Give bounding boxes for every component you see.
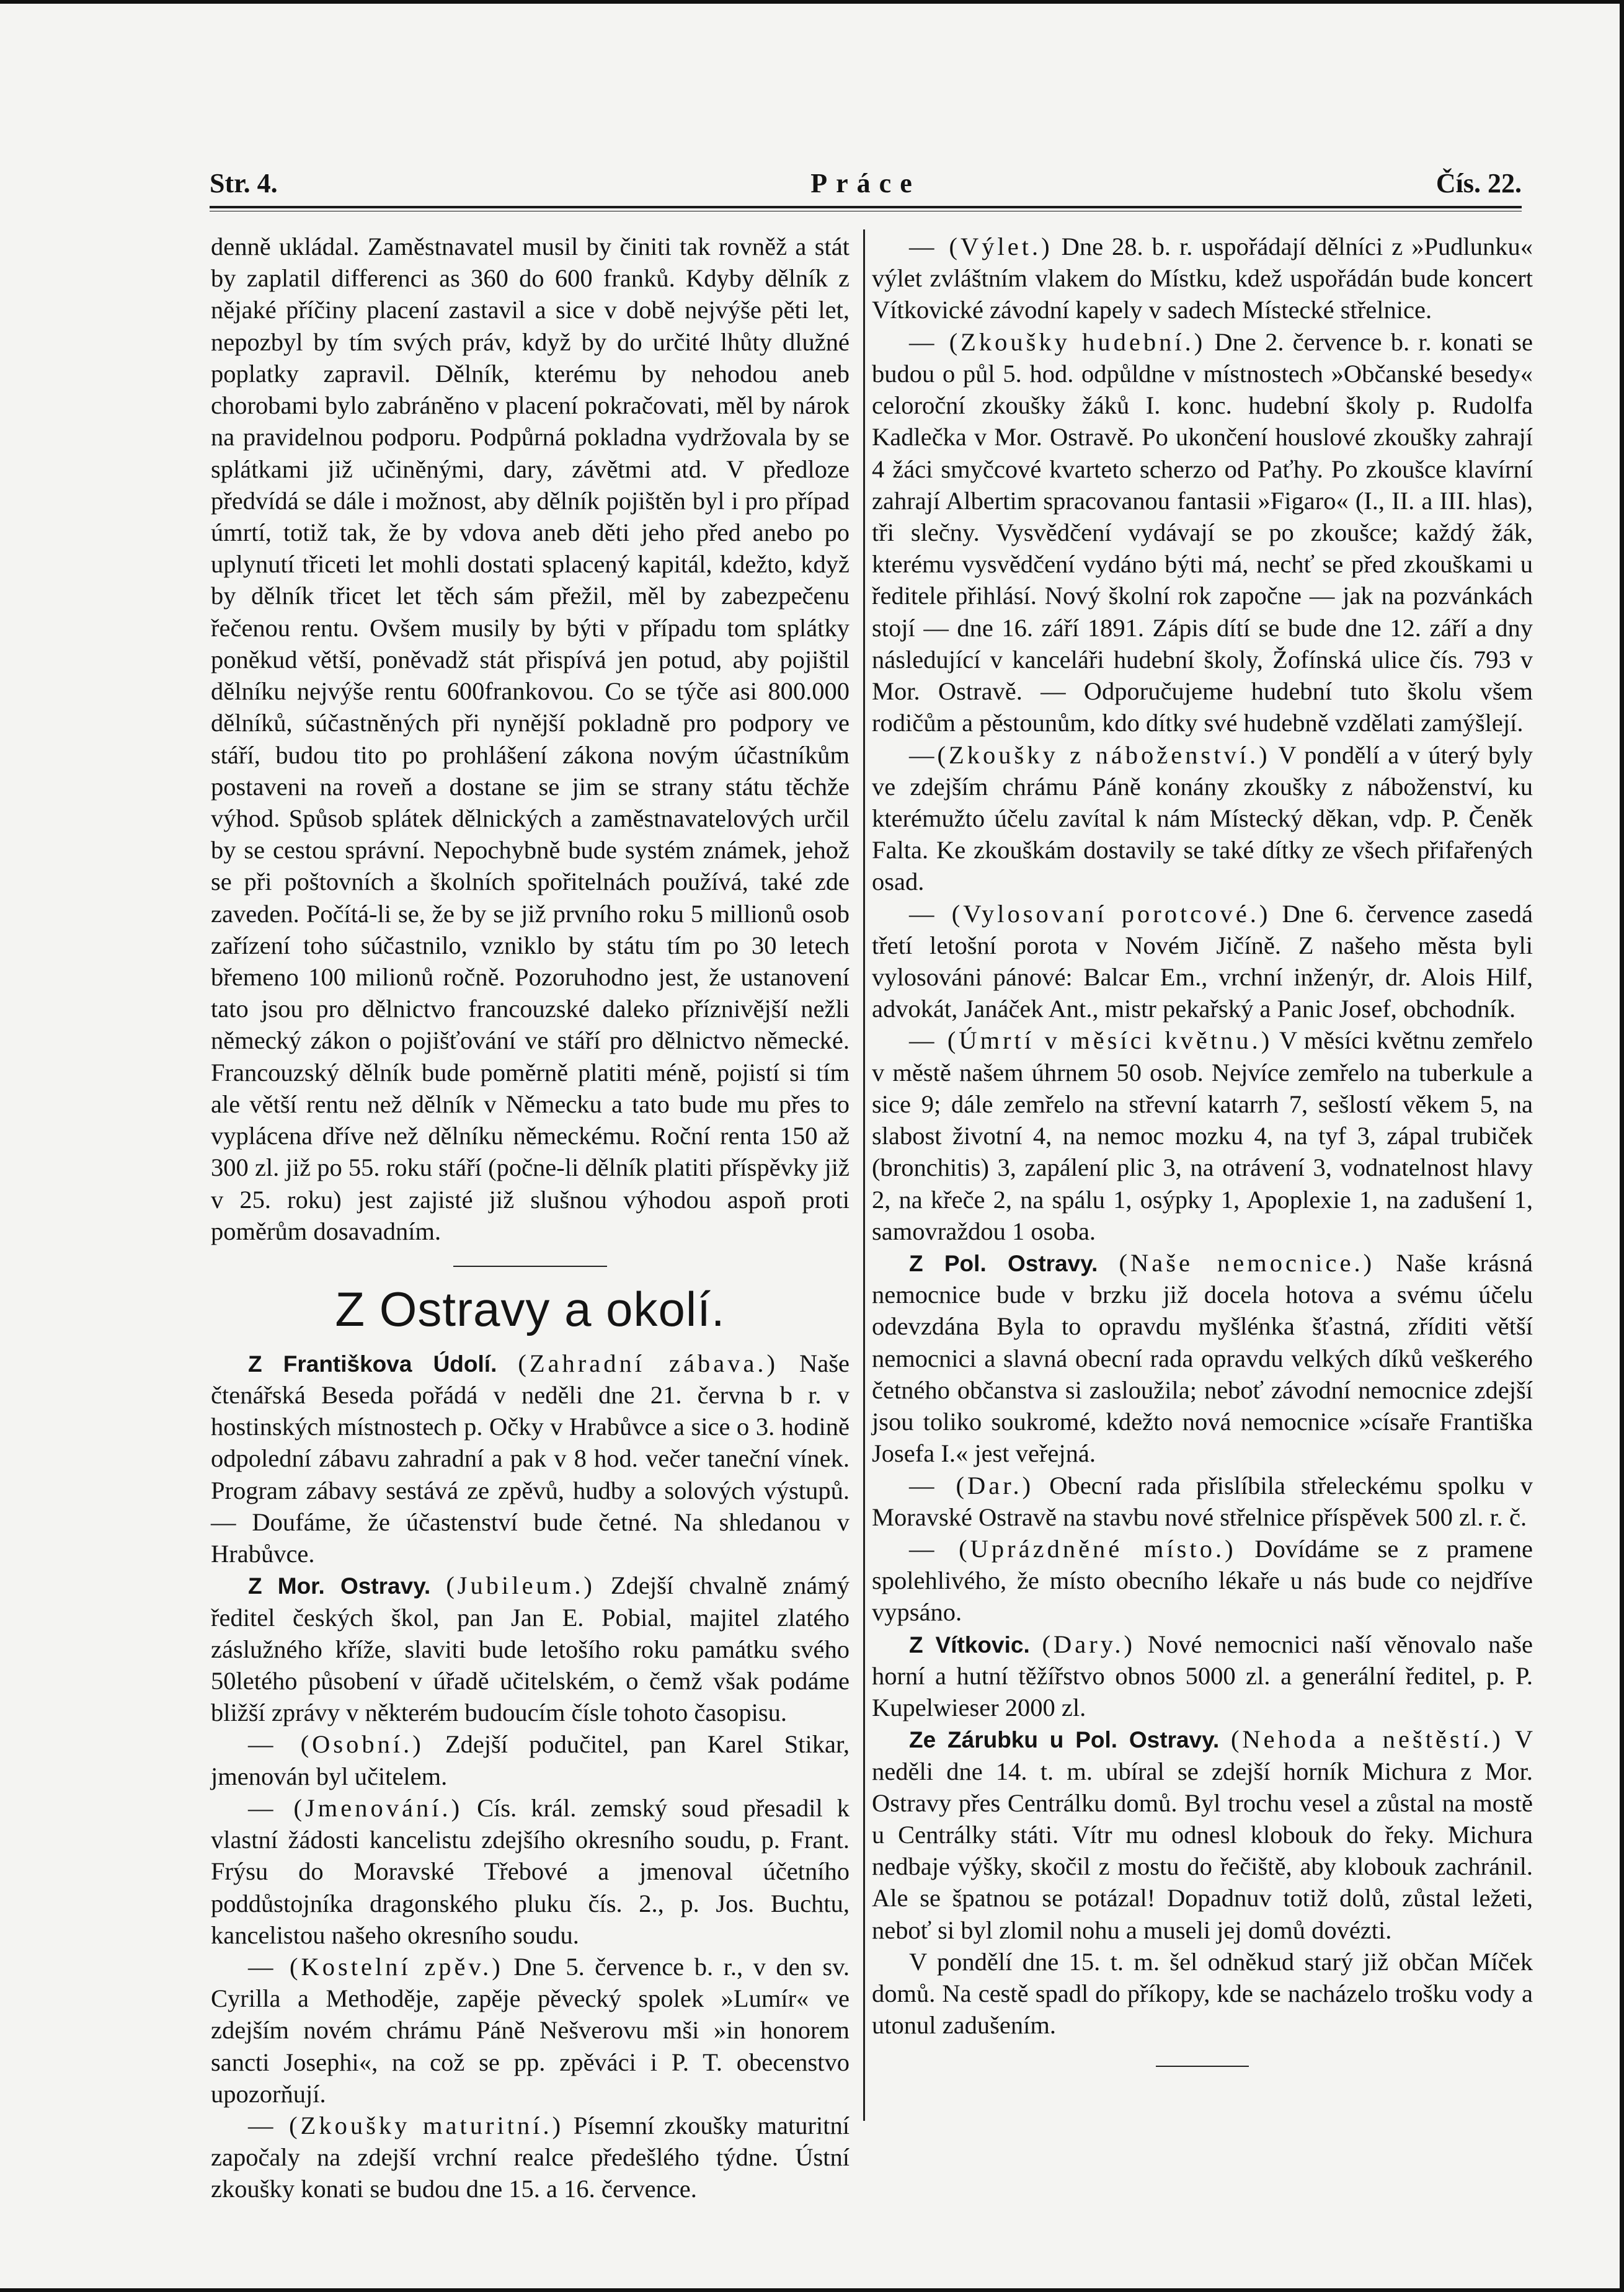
- news-text: Dovídáme se z pramene spolehlivého, že místo obecního lékaře u nás bude co nejdříve vypsáno.: [872, 1534, 1533, 1627]
- news-text: Cís. král. zemský soud přesadil k vlastní žádosti kancelistu zdejšího okresního soudu, p. Frant. Frýsu do Moravské Třebové a jmenoval účetního poddůstojníka dragonského pluku čís. 2., p. Jos. Buchtu, kancelistou našeho okresního soudu.: [211, 1793, 850, 1949]
- newspaper-title: Práce: [810, 168, 921, 198]
- news-heading: — (Vylosovaní porotcové.): [909, 899, 1271, 928]
- scan-border-right: [1620, 0, 1624, 2292]
- news-item: [211, 1570, 850, 1728]
- news-text: Dne 6. července zasedá třetí letošní porota v Novém Jičíně. Z našeho města byli vylosováni pánové: Balcar Em., vrchní inženýr, dr. Alois Hilf, advokát, Janáček Ant., mistr pekařský a Panic Josef, obchodník.: [872, 899, 1533, 1023]
- news-text: Naše krásná nemocnice bude v brzku již docela hotova a svému účelu odevzdána Byla to opravdu myšlénka šťastná, zříditi větší nemocnici a slavná obecní rada opravdu velkých díků veškerého četného občanstva si zasloužila; neboť závodní nemocnice zdejší jsou toliko soukromé, kdežto nová nemocnice »císaře Františka Josefa I.« jest veřejná.: [872, 1249, 1533, 1468]
- news-item: [211, 2110, 850, 2205]
- right-news-list: [872, 231, 1533, 2041]
- news-text: V pondělí dne 15. t. m. šel odněkud starý již občan Míček domů. Na cestě spadl do příkopy, kde se nacházelo trošku vody a utonul zadušením.: [872, 1947, 1533, 2040]
- issue-number: Čís. 22.: [1435, 168, 1522, 198]
- news-text: Obecní rada přislíbila střeleckému spolku v Moravské Ostravě na stavbu nové střelnice příspěvek 500 zl. r. č.: [872, 1471, 1533, 1531]
- section-title: Z Ostravy a okolí.: [335, 1282, 725, 1336]
- news-item: [872, 326, 1533, 739]
- news-item: [872, 1946, 1533, 2041]
- news-heading: — (Uprázdněné místo.): [909, 1534, 1236, 1563]
- news-heading: (Zahradní zábava.): [518, 1349, 779, 1377]
- news-heading: — (Kostelní zpěv.): [248, 1952, 504, 1981]
- news-item: [872, 1247, 1533, 1470]
- news-place: Z Mor. Ostravy.: [248, 1573, 431, 1599]
- column-divider: [863, 229, 865, 2121]
- news-place: Z Pol. Ostravy.: [909, 1251, 1098, 1276]
- news-heading: — (Zkoušky hudební.): [909, 327, 1206, 356]
- scan-border-bottom: [0, 2288, 1624, 2292]
- end-divider: [1156, 2066, 1249, 2067]
- news-text: Dne 28. b. r. uspořádají dělníci z »Pudlunku« výlet zvláštním vlakem do Místku, kdež uspořádán bude koncert Vítkovické závodní kapely v sadech Místecké střelnice.: [872, 233, 1533, 324]
- news-item: [872, 1628, 1533, 1724]
- news-heading: (Naše nemocnice.): [1119, 1249, 1375, 1277]
- left-news-list: [211, 1348, 850, 2205]
- news-item: [872, 1723, 1533, 1946]
- news-heading: — (Jmenování.): [248, 1793, 463, 1822]
- header-rule: [210, 206, 1522, 208]
- news-text: Písemní zkoušky maturitní započaly na zdejší vrchní realce předešlého týdne. Ústní zkoušky konati se budou dne 15. a 16. července.: [211, 2112, 850, 2203]
- news-text: Dne 2. července b. r. konati se budou o půl 5. hod. odpůldne v místnostech »Občanské besedy« celoroční zkoušky žáků I. konc. hudební školy p. Rudolfa Kadlečka v Mor. Ostravě. Po ukončení houslové zkoušky zahrají 4 žáci smyčcové kvarteto scherzo od Paťhy. Po zkoušce klavírní zahrají Albertim spracovanou fantasii »Figaro« (I., II. a III. hlas), tři slečny. Vysvědčení vydávají se po zkoušce; každý žák, kterému vysvědčení vydáno býti má, nechť se před zkouškami u ředitele přihlásí. Nový školní rok započne — jak na pozvánkách stojí — dne 16. září 1891. Zápis dítí se bude dne 12. září a dny následující v kanceláři hudební školy, Žofínská ulice čís. 793 v Mor. Ostravě. — Odporučujeme hudební tuto školu všem rodičům a pěstounům, kdo dítky své hudebně vzdělati zamýšlejí.: [872, 327, 1533, 737]
- news-place: Ze Zárubku u Pol. Ostravy.: [909, 1727, 1220, 1753]
- news-text: Zdejší podučitel, pan Karel Stikar, jmenován byl učitelem.: [211, 1730, 850, 1790]
- news-text: Naše čtenářská Beseda pořádá v neděli dne 21. června b r. v hostinských místnostech p. Očky v Hrabůvce a sice o 3. hodině odpolední zábavu zahradní a pak v 8 hod. večer taneční vínek. Program zábavy sestává ze zpěvů, hudby a solových výstupů. — Doufáme, že účastenství bude četné. Na shledanou v Hrabůvce.: [211, 1349, 850, 1568]
- page-header: [210, 162, 1522, 206]
- news-heading: (Dary.): [1042, 1630, 1135, 1658]
- section-divider: [453, 1266, 607, 1267]
- page-number: Str. 4.: [210, 168, 278, 198]
- news-heading: (Jubileum.): [446, 1571, 595, 1600]
- news-item: [872, 1470, 1533, 1533]
- news-item: [211, 1792, 850, 1951]
- news-item: [872, 739, 1533, 898]
- news-heading: (Nehoda a neštěstí.): [1230, 1725, 1504, 1754]
- news-heading: — (Osobní.): [248, 1730, 424, 1759]
- left-column: [211, 231, 850, 2205]
- news-text: Nové nemocnici naší věnovalo naše horní a hutní těžířstvo obnos 5000 zl. a generální ředitel, p. P. Kupelwieser 2000 zl.: [872, 1630, 1533, 1722]
- news-text: V neděli dne 14. t. m. ubíral se zdejší horník Michura z Mor. Ostravy přes Centrálku domů. Byl trochu vesel a zůstal na mostě u Centrálky státi. Vítr mu odnesl klobouk do řeky. Michura nedbaje výšky, skočil z mostu do řečiště, aby klobouk zachránil. Ale se špatnou se potázal! Dopadnuv totiž dolů, zůstal ležeti, neboť si byl zlomil nohu a museli jej domů dovézti.: [872, 1725, 1533, 1944]
- news-item: [872, 231, 1533, 326]
- news-heading: — (Úmrtí v měsíci květnu.): [909, 1026, 1273, 1055]
- news-item: [872, 1533, 1533, 1628]
- scan-border-top: [0, 0, 1624, 4]
- news-text: Zdejší chvalně známý ředitel českých škol, pan Jan E. Pobial, majitel zlatého záslužného kříže, slaviti bude letošího roku památku svého 50letého působení v úřadě učitelském, o čemž však podáme bližší zprávy v některém budoucím čísle tohoto časopisu.: [211, 1571, 850, 1727]
- news-item: [211, 1348, 850, 1570]
- continued-article: denně ukládal. Zaměstnavatel musil by činiti tak rovněž a stát by zaplatil differenci as 360 do 600 franků. Kdyby dělník z nějaké příčiny placení zastavil a sice v době nejvýše pěti let, nepozbyl by tím svých práv, když by do určité lhůty dlužné poplatky zapravil. Dělník, kterému by nehodou aneb chorobami bylo zabráněno v placení pokračovati, měl by nárok na pravidelnou podporu. Podpůrná pokladna vydržovala by se splátkami již učiněnými, dary, závětmi atd. V předloze předvídá se dále i možnost, aby dělník pojištěn byl i pro případ úmrtí, totiž tak, že by vdova aneb děti jeho před anebo po uplynutí třiceti let mohli dostati splacený kapitál, kdežto, když by dělník třicet let těch sám přežil, měl by zabezpečenu řečenou rentu. Ovšem musily by býti v případu tom splátky poněkud větší, poněvadž stát přispívá jen potud, aby pojištil dělníku nejvýše rentu 600frankovou. Co se týče asi 800.000 dělníků, súčastněných při nynější pokladně pro podpory ve stáří, budou tito po prohlášení zákona novým účastníkům postaveni na roveň a dostane se jim se strany státu těchže výhod. Spůsob splátek dělnických a zaměstnavatelových určil by se cestou správní. Nepochybně bude systém známek, jehož se při poštovních a školních spořitelnách používá, také zde zaveden. Počítá-li se, že by se již prvního roku 5 millionů osob zařízení toho súčastnilo, vzniklo by státu tím po 30 letech břemeno 100 milionů ročně. Pozoruhodno jest, že ustanovení tato jsou pro dělnictvo francouzské daleko příznivější nežli německý zákon o pojišťování ve stáří pro dělnictvo německé. Francouzský dělník bude poměrně platiti méně, pojistí si tím ale větší rentu než dělník v Německu a tato bude mu přes to vyplácena dříve než dělníku německému. Roční renta 150 až 300 zl. již po 55. roku stáří (počne-li dělník platiti příspěvky již v 25. roku) jest zajisté již slušnou výhodou aspoň proti poměrům dosavadním.: [211, 233, 850, 1245]
- right-column: [872, 231, 1533, 2067]
- news-text: V pondělí a v úterý byly ve zdejším chrámu Páně konány zkoušky z náboženství, ku kterémužto účelu zavítal k nám Místecký děkan, vdp. P. Čeněk Falta. Ke zkouškám dostavily se také dítky ze všech přifařených osad.: [872, 740, 1533, 896]
- news-item: [872, 898, 1533, 1025]
- news-place: Z Vítkovic.: [909, 1632, 1030, 1658]
- news-heading: — (Výlet.): [909, 233, 1053, 260]
- news-heading: — (Dar.): [909, 1471, 1034, 1499]
- news-item: [211, 1951, 850, 2110]
- news-item: [872, 1024, 1533, 1247]
- news-text: V měsíci květnu zemřelo v městě našem úhrnem 50 osob. Nejvíce zemřelo na tuberkule a sice 9; dále zemřelo na střevní katarrh 7, sešlostí věkem 5, na slabost životní 4, na nemoc mozku 4, na tyf 3, zápal trubiček (bronchitis) 3, zapálení plic 3, na otrávení 3, vodnatelnost hlavy 2, na křeče 2, na spálu 1, osýpky 1, Apoplexie 1, na zadušení 1, samovraždou 1 osoba.: [872, 1026, 1533, 1245]
- news-text: Dne 5. července b. r., v den sv. Cyrilla a Methoděje, zapěje pěvecký spolek »Lumír« ve zdejším novém chrámu Páně Nešverovu mši »in honorem sancti Josephi«, na což se pp. zpěváci i P. T. obecenstvo upozorňují.: [211, 1952, 850, 2108]
- news-item: [211, 1728, 850, 1792]
- news-heading: —(Zkoušky z náboženství.): [909, 740, 1271, 769]
- news-heading: — (Zkoušky maturitní.): [248, 2112, 564, 2140]
- news-place: Z Františkova Údolí.: [248, 1351, 497, 1377]
